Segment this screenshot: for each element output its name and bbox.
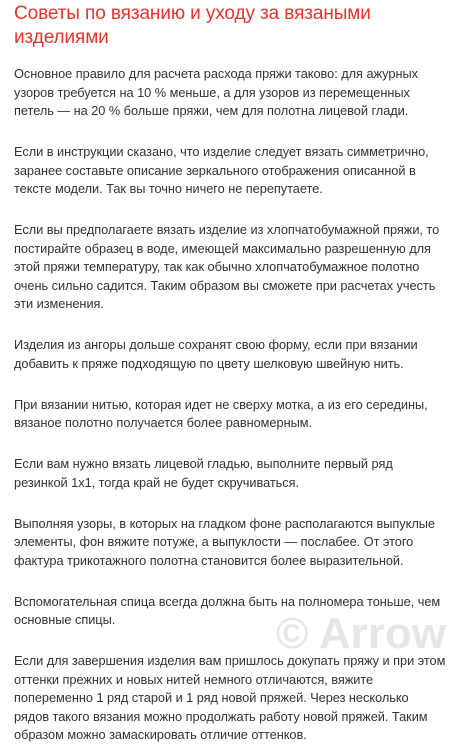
tip-paragraph: При вязании нитью, которая идет не сверху мотка, а из его середины, вязаное полотно получается более равномерным. (14, 396, 428, 430)
tip-paragraph: Если в инструкции сказано, что изделие следует вязать симметрично, заранее составьте описание зеркального отображения описанной в тексте модели. Так вы точно ничего не перепутаете. (14, 144, 429, 196)
tip-paragraph: Изделия из ангоры дольше сохранят свою форму, если при вязании добавить к пряже подходящую по цвету шелковую швейную нить. (14, 337, 418, 371)
article-title: Советы по вязанию и уходу за вязаными изделиями (14, 3, 371, 48)
watermark-logo: © Arrow (275, 609, 446, 658)
tip-paragraph: Вспомогательная спица всегда должна быть на полномера тоньше, чем основные спицы. (14, 593, 441, 627)
tips-list (14, 65, 446, 745)
tip-paragraph: Если вам нужно вязать лицевой гладью, выполните первый ряд резинкой 1х1, тогда край не будет скручиваться. (14, 456, 393, 490)
tip-paragraph: Основное правило для расчета расхода пряжи таково: для ажурных узоров требуется на 10 % меньше, а для узоров из перемещенных петель — на 20 % больше пряжи, чем для полотна лицевой глади. (14, 66, 418, 118)
tip-paragraph: Если вы предполагаете вязать изделие из хлопчатобумажной пряжи, то постирайте образец в воде, имеющей максимально разрешенную для этой пряжи температуру, так как обычно хлопчатобумажное полотно очень сильно садится. Таким образом вы сможете при расчетах учесть эти изменения. (14, 222, 440, 311)
tip-paragraph: Если для завершения изделия вам пришлось докупать пряжу и при этом оттенки прежних и новых нитей немного отличаются, вяжите попеременно 1 ряд старой и 1 ряд новой пряжей. Через несколько рядов такого вязания можно продолжать работу новой пряжей. Таким образом можно замаскировать отличие оттенков. (14, 653, 446, 742)
tip-paragraph: Выполняя узоры, в которых на гладком фоне располагаются выпуклые элементы, фон вяжите потуже, а выпуклости — послабее. От этого фактура трикотажного полотна становится более выразительной. (14, 515, 435, 568)
